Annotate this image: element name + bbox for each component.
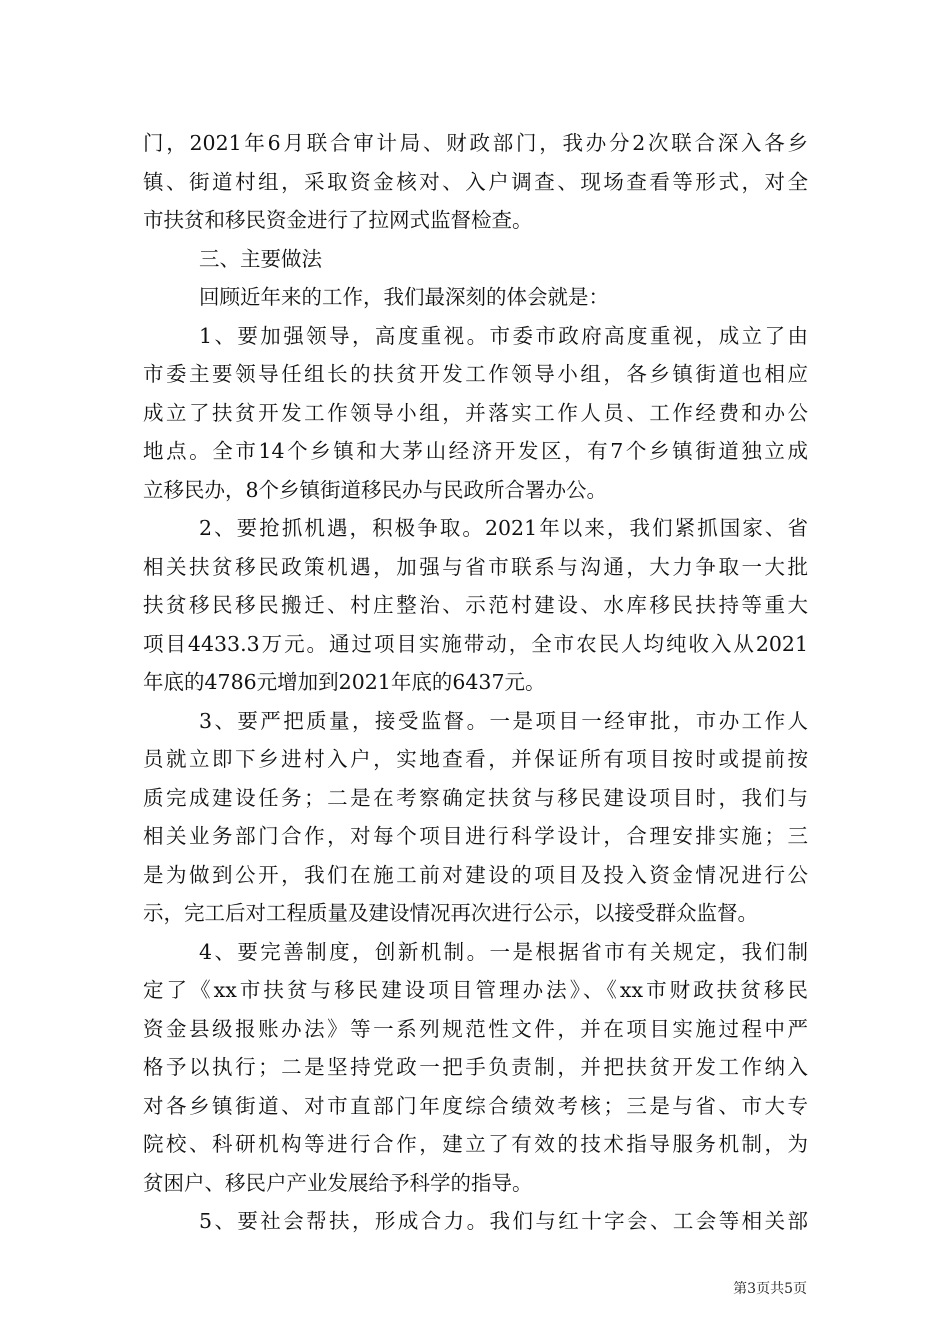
text-line: 成立了扶贫开发工作领导小组，并落实工作人员、工作经费和办公 <box>143 400 808 425</box>
text-line: 5、要社会帮扶，形成合力。我们与红十字会、工会等相关部 <box>199 1209 808 1233</box>
text-line: 市委主要领导任组长的扶贫开发工作领导小组，各乡镇街道也相应 <box>143 362 808 386</box>
document-body <box>143 124 808 1241</box>
text-line: 贫困户、移民户产业发展给予科学的指导。 <box>143 1170 533 1195</box>
text-line: 年底的4786元增加到2021年底的6437元。 <box>143 670 546 694</box>
text-line: 门，2021年6月联合审计局、财政部门，我办分2次联合深入各乡 <box>143 131 808 155</box>
text-line: 对各乡镇街道、对市直部门年度综合绩效考核；三是与省、市大专 <box>143 1093 808 1118</box>
text-line: 相关扶贫移民政策机遇，加强与省市联系与沟通，大力争取一大批 <box>143 554 808 579</box>
text-line: 镇、街道村组，采取资金核对、入户调查、现场查看等形式，对全 <box>143 169 808 194</box>
page-number-footer: 第3页共5页 <box>733 1281 807 1297</box>
text-line: 3、要严把质量，接受监督。一是项目一经审批，市办工作人 <box>199 708 808 733</box>
text-line: 示，完工后对工程质量及建设情况再次进行公示，以接受群众监督。 <box>143 901 758 925</box>
text-line: 是为做到公开，我们在施工前对建设的项目及投入资金情况进行公 <box>143 862 808 887</box>
text-line: 相关业务部门合作，对每个项目进行科学设计，合理安排实施；三 <box>143 824 808 848</box>
text-line: 项目4433.3万元。通过项目实施带动，全市农民人均纯收入从2021 <box>143 631 808 656</box>
text-line: 4、要完善制度，创新机制。一是根据省市有关规定，我们制 <box>199 939 808 964</box>
text-line: 定了《xx市扶贫与移民建设项目管理办法》、《xx市财政扶贫移民 <box>143 978 808 1002</box>
text-line: 市扶贫和移民资金进行了拉网式监督检查。 <box>143 208 533 232</box>
text-line: 资金县级报账办法》等一系列规范性文件，并在项目实施过程中严 <box>143 1016 808 1041</box>
text-line: 三、主要做法 <box>199 246 322 271</box>
text-line: 2、要抢抓机遇，积极争取。2021年以来，我们紧抓国家、省 <box>199 516 808 540</box>
text-line: 格予以执行；二是坚持党政一把手负责制，并把扶贫开发工作纳入 <box>143 1055 808 1079</box>
text-line: 回顾近年来的工作，我们最深刻的体会就是： <box>199 285 609 309</box>
text-line: 立移民办，8个乡镇街道移民办与民政所合署办公。 <box>143 477 608 502</box>
text-line: 1、要加强领导，高度重视。市委市政府高度重视，成立了由 <box>199 323 808 348</box>
text-line: 院校、科研机构等进行合作，建立了有效的技术指导服务机制，为 <box>143 1132 808 1156</box>
text-line: 质完成建设任务；二是在考察确定扶贫与移民建设项目时，我们与 <box>143 785 808 810</box>
text-line: 员就立即下乡进村入户，实地查看，并保证所有项目按时或提前按 <box>143 747 808 771</box>
text-line: 扶贫移民移民搬迁、村庄整治、示范村建设、水库移民扶持等重大 <box>143 593 808 617</box>
text-line: 地点。全市14个乡镇和大茅山经济开发区，有7个乡镇街道独立成 <box>143 439 808 463</box>
